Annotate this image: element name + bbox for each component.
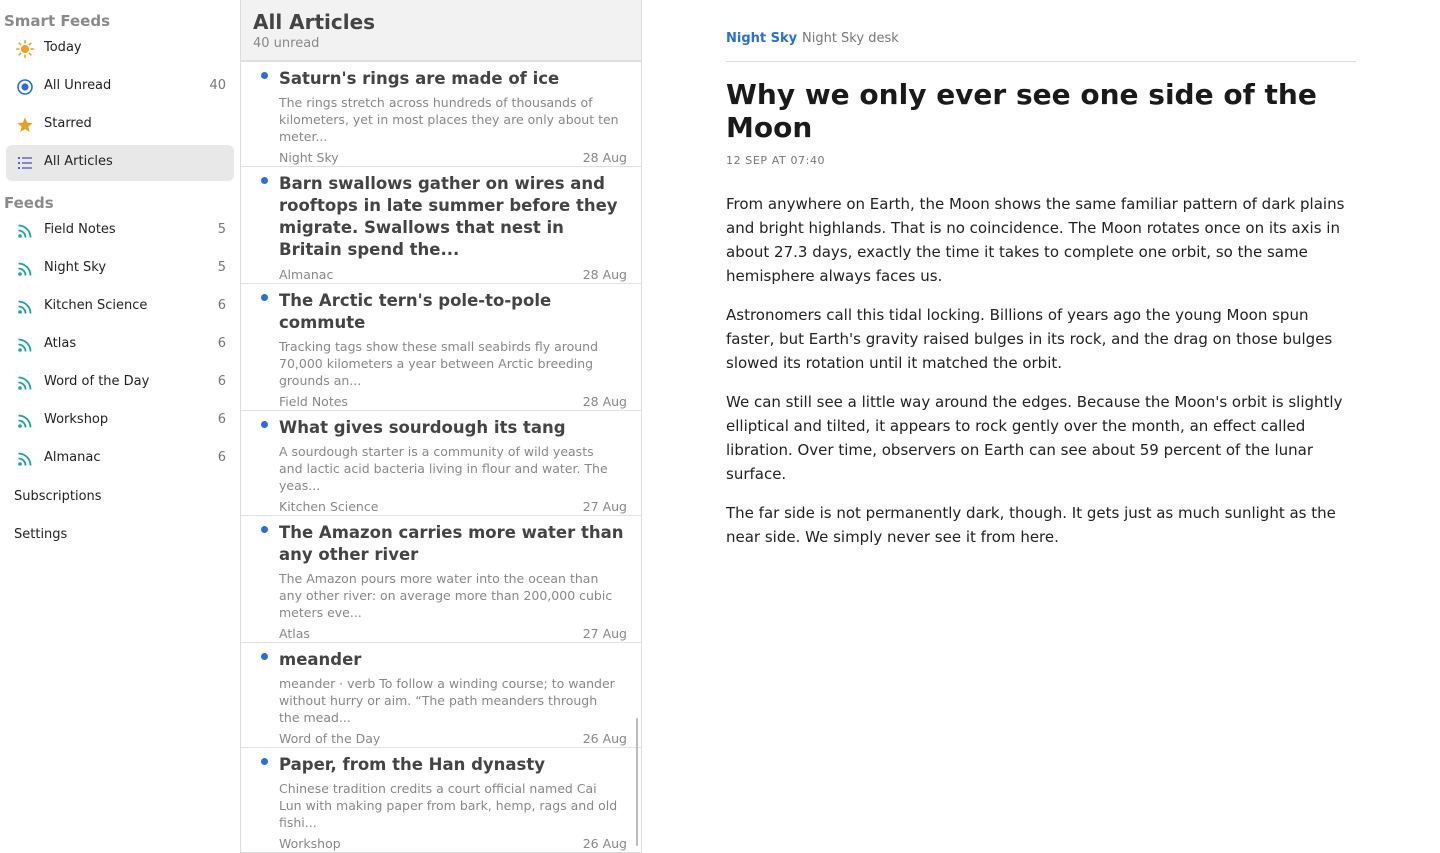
article-row-title: Paper, from the Han dynasty xyxy=(279,755,546,774)
unread-count: 40 unread xyxy=(253,36,320,51)
sidebar-item-count: 6 xyxy=(217,336,226,351)
sidebar-item-label: Today xyxy=(44,40,82,55)
article-row-excerpt: Chinese tradition credits a court official named Cai Lun with making paper from bark, hemp, rags and old fishi... xyxy=(279,781,618,830)
article-row[interactable] xyxy=(241,411,641,516)
settings-link[interactable]: Settings xyxy=(14,527,68,542)
article-paragraph: We can still see a little way around the edges. Because the Moon's orbit is slightly elliptical and tilted, it appears to rock gently over the month, an effect called libration. Over time, observers on Earth can see about 59 percent of the lunar surface. xyxy=(726,393,1343,483)
unread-dot xyxy=(261,653,268,660)
sidebar-item-label: Kitchen Science xyxy=(44,298,148,313)
rss-icon xyxy=(16,298,34,316)
sidebar-item-label: Field Notes xyxy=(44,222,116,237)
article-row-feed: Workshop xyxy=(279,836,341,851)
unread-circle-icon xyxy=(16,78,34,96)
article-row-feed: Field Notes xyxy=(279,394,348,409)
article-row[interactable] xyxy=(241,62,641,167)
unread-dot xyxy=(261,421,268,428)
article-row-excerpt: The rings stretch across hundreds of thousands of kilometers, yet in most places they are only about ten meter... xyxy=(279,95,619,144)
scrollbar[interactable] xyxy=(636,718,638,846)
article-row-feed: Almanac xyxy=(279,267,334,282)
subscriptions-link[interactable]: Subscriptions xyxy=(14,489,102,504)
article-date: 12 SEP AT 07:40 xyxy=(726,154,826,167)
sidebar-item-night-sky[interactable] xyxy=(6,251,234,287)
sidebar-item-count: 5 xyxy=(217,222,226,237)
article-row-title: The Arctic tern's pole-to-pole commute xyxy=(279,291,552,332)
article-row-feed: Atlas xyxy=(279,626,310,641)
article-row-date: 28 Aug xyxy=(582,394,627,409)
article-row[interactable] xyxy=(241,748,641,853)
sidebar-item-label: All Unread xyxy=(44,78,112,93)
article-row-feed: Kitchen Science xyxy=(279,499,379,514)
rss-icon xyxy=(16,450,34,468)
star-icon xyxy=(16,116,34,134)
sidebar-item-label: Workshop xyxy=(44,412,109,427)
article-row-excerpt: The Amazon pours more water into the ocean than any other river: on average more than 200,000 cubic meters eve... xyxy=(279,571,613,620)
sidebar-item-label: Night Sky xyxy=(44,260,107,275)
article-row-title: Barn swallows gather on wires and rooftops in late summer before they migrate. Swallows that nest in Britain spend the... xyxy=(279,174,618,259)
article-row[interactable] xyxy=(241,167,641,284)
article-row-date: 27 Aug xyxy=(582,626,627,641)
sidebar-item-count: 5 xyxy=(217,260,226,275)
sidebar-item-starred[interactable] xyxy=(6,107,234,143)
article-row-date: 26 Aug xyxy=(582,836,627,851)
reader-desk: Night Sky desk xyxy=(802,31,899,46)
sidebar-item-field-notes[interactable] xyxy=(6,213,234,249)
sun-icon xyxy=(16,40,34,58)
article-row-date: 28 Aug xyxy=(582,150,627,165)
sidebar-item-today[interactable] xyxy=(6,31,234,67)
unread-dot xyxy=(261,72,268,79)
sidebar-item-workshop[interactable] xyxy=(6,403,234,439)
article-paragraph: Astronomers call this tidal locking. Billions of years ago the young Moon spun faster, but Earth's gravity raised bulges in its rock, and the drag on those bulges slowed its rotation until it matched the orbit. xyxy=(726,306,1333,372)
sidebar-item-label: Almanac xyxy=(44,450,101,465)
sidebar-item-label: Word of the Day xyxy=(44,374,150,389)
list-header xyxy=(241,0,641,62)
unread-dot xyxy=(261,758,268,765)
article-row[interactable] xyxy=(241,516,641,643)
sidebar-item-count: 6 xyxy=(217,298,226,313)
unread-dot xyxy=(261,177,268,184)
sidebar-item-label: All Articles xyxy=(44,154,113,169)
sidebar-item-all-unread[interactable] xyxy=(6,69,234,105)
rss-icon xyxy=(16,412,34,430)
divider xyxy=(726,61,1356,62)
list-title: All Articles xyxy=(253,10,376,34)
sidebar-item-almanac[interactable] xyxy=(6,441,234,477)
article-row[interactable] xyxy=(241,284,641,411)
rss-icon xyxy=(16,260,34,278)
article-row-excerpt: Tracking tags show these small seabirds fly around 70,000 kilometers a year between Arctic breeding grounds an... xyxy=(279,339,599,388)
sidebar xyxy=(0,0,240,853)
article-body xyxy=(726,192,1356,564)
sidebar-item-count: 6 xyxy=(217,374,226,389)
article-row-feed: Night Sky xyxy=(279,150,339,165)
article-row-excerpt: meander · verb To follow a winding course; to wander without hurry or aim. “The path meanders through the mead... xyxy=(279,676,615,725)
article-row-date: 26 Aug xyxy=(582,731,627,746)
article-paragraph: The far side is not permanently dark, though. It gets just as much sunlight as the near side. We simply never see it from here. xyxy=(726,504,1336,546)
sidebar-item-kitchen-science[interactable] xyxy=(6,289,234,325)
article-row-title: What gives sourdough its tang xyxy=(279,418,566,437)
article-row-title: Saturn's rings are made of ice xyxy=(279,69,560,88)
reader-feed-link[interactable]: Night Sky xyxy=(726,31,798,46)
article-row-date: 28 Aug xyxy=(582,267,627,282)
sidebar-item-word-of-the-day[interactable] xyxy=(6,365,234,401)
reader-pane xyxy=(642,0,1440,853)
list-icon xyxy=(16,154,34,172)
article-row-feed: Word of the Day xyxy=(279,731,381,746)
article-title: Why we only ever see one side of the Moon xyxy=(726,78,1317,144)
unread-dot xyxy=(261,294,268,301)
unread-dot xyxy=(261,526,268,533)
rss-icon xyxy=(16,374,34,392)
article-row-excerpt: A sourdough starter is a community of wild yeasts and lactic acid bacteria living in flour and water. The yeas... xyxy=(279,444,608,493)
sidebar-item-label: Atlas xyxy=(44,336,77,351)
article-list xyxy=(240,0,642,853)
article-row[interactable] xyxy=(241,643,641,748)
sidebar-item-count: 6 xyxy=(217,412,226,427)
article-paragraph: From anywhere on Earth, the Moon shows the same familiar pattern of dark plains and bright highlands. That is no coincidence. The Moon rotates once on its axis in about 27.3 days, exactly the time it takes to complete one orbit, so the same hemisphere always faces us. xyxy=(726,195,1345,285)
sidebar-item-label: Starred xyxy=(44,116,92,131)
feeds-heading: Feeds xyxy=(4,194,54,212)
sidebar-item-atlas[interactable] xyxy=(6,327,234,363)
rss-icon xyxy=(16,222,34,240)
smart-feeds-heading: Smart Feeds xyxy=(4,12,110,30)
article-row-title: The Amazon carries more water than any other river xyxy=(279,523,624,564)
sidebar-item-count: 6 xyxy=(217,450,226,465)
article-row-title: meander xyxy=(279,650,362,669)
sidebar-item-all-articles[interactable] xyxy=(6,145,234,181)
sidebar-item-count: 40 xyxy=(209,78,226,93)
article-row-date: 27 Aug xyxy=(582,499,627,514)
rss-icon xyxy=(16,336,34,354)
